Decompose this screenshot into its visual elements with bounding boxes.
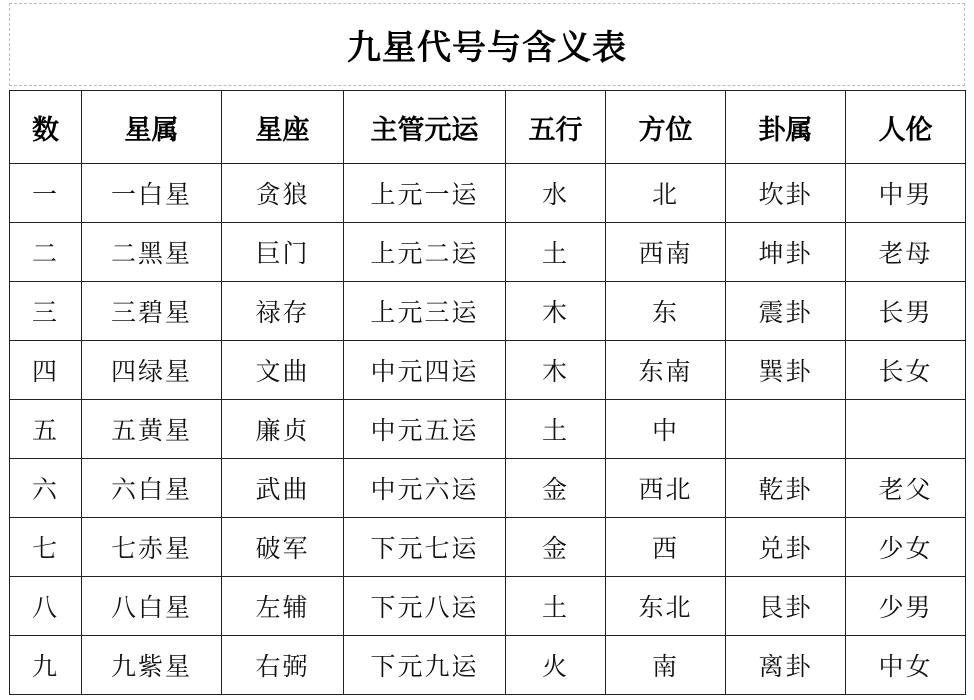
table-cell: 长男 (846, 282, 966, 341)
table-cell: 巽卦 (726, 341, 846, 400)
table-cell: 右弼 (222, 636, 344, 695)
table-row (10, 577, 966, 636)
table-cell: 下元九运 (344, 636, 506, 695)
table-cell: 土 (506, 400, 606, 459)
table-cell: 中 (606, 400, 726, 459)
table-cell: 西北 (606, 459, 726, 518)
table-cell: 艮卦 (726, 577, 846, 636)
table-cell: 中元六运 (344, 459, 506, 518)
table-cell: 左辅 (222, 577, 344, 636)
table-cell: 木 (506, 282, 606, 341)
table-cell: 巨门 (222, 223, 344, 282)
table-row (10, 164, 966, 223)
table-cell: 破军 (222, 518, 344, 577)
table-cell: 中女 (846, 636, 966, 695)
table-cell: 北 (606, 164, 726, 223)
table-cell: 中男 (846, 164, 966, 223)
table-cell: 五 (10, 400, 82, 459)
table-cell: 下元八运 (344, 577, 506, 636)
table-cell: 三碧星 (82, 282, 222, 341)
table-cell: 七 (10, 518, 82, 577)
table-cell: 上元一运 (344, 164, 506, 223)
table-cell: 一白星 (82, 164, 222, 223)
header-row (10, 91, 966, 164)
table-cell: 二 (10, 223, 82, 282)
table-row (10, 636, 966, 695)
table-cell: 禄存 (222, 282, 344, 341)
table-cell: 七赤星 (82, 518, 222, 577)
table-cell: 老母 (846, 223, 966, 282)
table-cell: 土 (506, 577, 606, 636)
table-cell (846, 400, 966, 459)
table-cell: 东北 (606, 577, 726, 636)
nine-star-table (9, 90, 966, 695)
table-row (10, 223, 966, 282)
table-cell: 水 (506, 164, 606, 223)
table-cell: 九 (10, 636, 82, 695)
table-row (10, 282, 966, 341)
table-cell: 东南 (606, 341, 726, 400)
table-cell: 震卦 (726, 282, 846, 341)
table-cell: 坎卦 (726, 164, 846, 223)
header-cell: 主管元运 (344, 91, 506, 164)
table-cell: 八 (10, 577, 82, 636)
table-cell: 离卦 (726, 636, 846, 695)
table-row (10, 459, 966, 518)
table-cell: 乾卦 (726, 459, 846, 518)
table-cell: 六白星 (82, 459, 222, 518)
table-cell: 火 (506, 636, 606, 695)
table-row (10, 400, 966, 459)
table-cell (726, 400, 846, 459)
table-cell: 六 (10, 459, 82, 518)
table-cell: 中元五运 (344, 400, 506, 459)
table-cell: 二黑星 (82, 223, 222, 282)
table-cell: 兑卦 (726, 518, 846, 577)
table-cell: 八白星 (82, 577, 222, 636)
table-cell: 中元四运 (344, 341, 506, 400)
table-row (10, 518, 966, 577)
table-cell: 坤卦 (726, 223, 846, 282)
table-row (10, 341, 966, 400)
table-cell: 上元三运 (344, 282, 506, 341)
table-cell: 四绿星 (82, 341, 222, 400)
table-cell: 东 (606, 282, 726, 341)
table-cell: 老父 (846, 459, 966, 518)
table-cell: 金 (506, 518, 606, 577)
table-cell: 少女 (846, 518, 966, 577)
header-cell: 人伦 (846, 91, 966, 164)
header-cell: 数 (10, 91, 82, 164)
table-cell: 武曲 (222, 459, 344, 518)
header-cell: 卦属 (726, 91, 846, 164)
table-cell: 木 (506, 341, 606, 400)
table-cell: 长女 (846, 341, 966, 400)
table-cell: 贪狼 (222, 164, 344, 223)
header-cell: 星座 (222, 91, 344, 164)
header-cell: 方位 (606, 91, 726, 164)
table-cell: 金 (506, 459, 606, 518)
table-cell: 西 (606, 518, 726, 577)
table-cell: 西南 (606, 223, 726, 282)
table-cell: 廉贞 (222, 400, 344, 459)
table-cell: 土 (506, 223, 606, 282)
header-cell: 星属 (82, 91, 222, 164)
table-cell: 五黄星 (82, 400, 222, 459)
page-title: 九星代号与含义表 (347, 28, 627, 68)
table-cell: 文曲 (222, 341, 344, 400)
table-cell: 南 (606, 636, 726, 695)
table-cell: 一 (10, 164, 82, 223)
table-cell: 少男 (846, 577, 966, 636)
table-cell: 四 (10, 341, 82, 400)
table-cell: 下元七运 (344, 518, 506, 577)
table-cell: 九紫星 (82, 636, 222, 695)
table-cell: 上元二运 (344, 223, 506, 282)
header-cell: 五行 (506, 91, 606, 164)
table-cell: 三 (10, 282, 82, 341)
title-box (9, 3, 965, 86)
